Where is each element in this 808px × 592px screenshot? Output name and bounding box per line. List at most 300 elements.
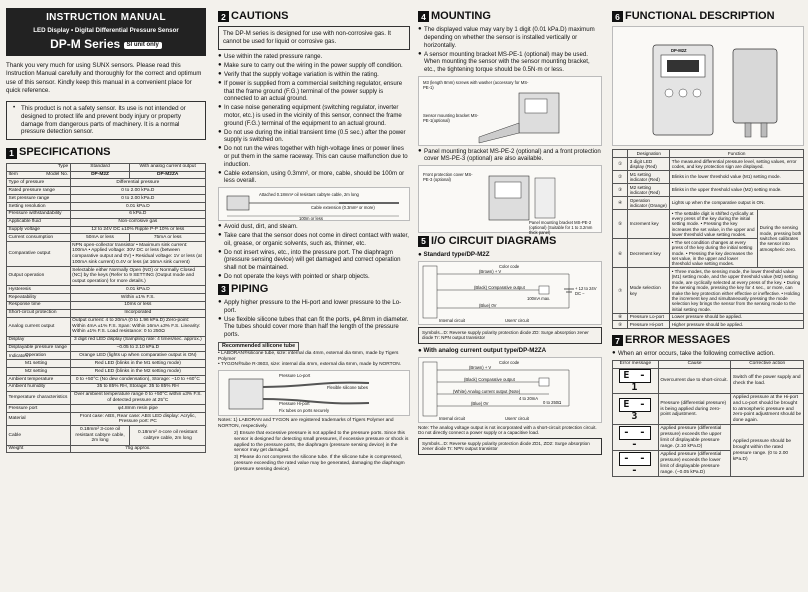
error-code-display: - - - — [619, 426, 651, 440]
function-designation: Increment key — [628, 210, 670, 239]
spec-value: −0.05 to 2.10 kPa.D — [70, 344, 205, 352]
recommended-tube-title: Recommended silicone tube — [218, 342, 299, 351]
spec-row — [7, 218, 206, 226]
spec-key: Ambient temperature — [7, 375, 71, 383]
spec-key: Comparative output — [7, 242, 71, 267]
spec-key: Pressure withstandability — [7, 210, 71, 218]
spec-key: M1 setting — [7, 360, 71, 368]
manual-banner — [6, 8, 206, 56]
spec-value-analog: 0.18mm² 4-core oil resistant cabtyre cable, 2m long — [130, 426, 206, 445]
vdc-label: + 12 to 24V DC − — [575, 285, 597, 296]
head-error-message: Error message — [613, 360, 659, 368]
lo-port-label: Pressure Lo-port — [279, 373, 311, 379]
analog-note: Note: The analog voltage output is not incorporated with a short-circuit protection circuit. Do not directly connect a power supply or a capacitive load. — [418, 424, 597, 436]
spec-row — [7, 267, 206, 286]
sensor-front-diagram — [613, 27, 805, 147]
spec-row — [7, 445, 206, 453]
cable-extension-figure — [218, 187, 410, 221]
function-description: The measured differential pressure level, setting values, error codes, and key protection sign are displayed. — [670, 158, 804, 171]
function-number: ⑤ — [613, 210, 628, 239]
cover-label: Front protection cover MS-PE-3 (optional) — [423, 171, 473, 182]
function-description: • The settable digit is shifted cyclically at every press of the key during the initial setting mode. • Pressing the key increases the set value, in the upper and lower threshold value setting modes. — [670, 210, 758, 239]
spec-value: Within ±1% F.S. — [70, 294, 205, 302]
piping-list — [218, 299, 410, 339]
spec-key: Supply voltage — [7, 226, 71, 234]
spec-value: 0.01 kPa.D — [70, 203, 205, 211]
function-number: ⑨ — [613, 321, 628, 329]
spec-row — [7, 203, 206, 211]
analog-circuit-title: ● With analog current output type/DP-M2ZA — [418, 346, 547, 354]
bullet-item — [218, 104, 410, 127]
banner-subtitle: LED Display • Digital Differential Pressure Sensor — [33, 27, 179, 35]
bullet-item — [218, 145, 410, 168]
error-table — [612, 360, 804, 478]
spec-row — [7, 375, 206, 383]
head-cause: Cause — [658, 360, 731, 368]
white-label: (White) Analog current output (Note) — [453, 388, 521, 394]
function-designation: 3 digit LED display (Red) — [628, 158, 670, 171]
blue-label-2: (Blue) 0V — [471, 400, 489, 406]
spec-value: 6 kPa.D — [70, 210, 205, 218]
function-description: Blinks in the lower threshold value (M1) setting mode. — [670, 171, 804, 184]
spec-key: Temperature characteristics — [7, 391, 71, 405]
errors-intro — [612, 350, 804, 358]
error-body — [613, 368, 804, 477]
spec-row — [7, 336, 206, 344]
spec-head-row-2 — [7, 171, 206, 179]
function-number: ⑥ — [613, 239, 628, 268]
error-code-display: E - 1 — [619, 369, 651, 383]
spec-row — [7, 301, 206, 309]
section-number: 6 — [612, 11, 623, 22]
spec-key: Indicators Operation — [7, 352, 71, 360]
error-row — [613, 425, 804, 451]
function-row — [613, 268, 804, 313]
spec-key: Weight — [7, 445, 71, 453]
brown-label-2: (Brown) + V — [469, 364, 492, 370]
bullet: ● — [218, 79, 222, 86]
bullet-item — [418, 26, 602, 49]
spec-value: φ4.8mm resin pipe — [70, 405, 205, 413]
function-designation: Decrement key — [628, 239, 670, 268]
function-row — [613, 210, 804, 239]
mounting-list — [418, 26, 602, 73]
type-label: Type — [57, 164, 69, 170]
bullet: ● — [418, 50, 422, 57]
bullet-item — [218, 223, 410, 231]
bullet-item — [218, 249, 410, 272]
spec-row — [7, 226, 206, 234]
bullet-text: Do not insert wires, etc., into the pressure port. The diaphragm (pressure sensing device) will get damaged and correct operation shall not be maintained. — [224, 248, 401, 271]
bullet-item — [218, 62, 410, 70]
bullet: ● — [418, 26, 422, 33]
blue-label: (Blue) 0V — [479, 302, 497, 308]
bullet-text: Use within the rated pressure range. — [224, 52, 323, 60]
function-designation: M1 setting indicator (Red) — [628, 171, 670, 184]
bullet-item — [218, 80, 410, 103]
bullet: ● — [218, 222, 222, 229]
function-number: ③ — [613, 184, 628, 197]
spec-value: Orange LED (lights up when comparative output is ON) — [70, 352, 205, 360]
bullet: ● — [418, 147, 422, 154]
panel-bracket-label: Panel mounting bracket MS-PE-2 (optional) (Suitable for 1 to 3.2mm thick panel) — [529, 219, 593, 236]
spec-row — [7, 317, 206, 336]
head-designation: Designation — [628, 150, 670, 158]
banner-title: INSTRUCTION MANUAL — [46, 12, 166, 23]
error-code-cell — [613, 425, 659, 451]
cautions-list-2 — [218, 223, 410, 281]
spec-value: 0.01 kPa.D — [70, 286, 205, 294]
error-code-cell — [613, 368, 659, 394]
bullet-item — [418, 51, 602, 74]
section-errors — [612, 334, 804, 347]
section-title: MOUNTING — [431, 10, 491, 22]
brown-label: (Brown) + V — [479, 268, 502, 274]
function-description: • Three modes, the sensing mode, the lower threshold value (M1) setting mode, and the upper threshold value (M2) setting mode, are cyclically selected at every press of the key. • During the sensing mode, pressing the key for 4 sec., or more, can make the key protection either effective or ineffective. • Holding the increment key and simultaneously pressing the mode selection key brings the sensor from the sensing mode to the initial setting mode. — [670, 268, 804, 313]
section-number: 5 — [418, 236, 429, 247]
cable-attached-label: Attached 0.18mm² oil resistant cabtyre cable, 2m long — [259, 191, 359, 197]
bullet-text: Avoid dust, dirt, and steam. — [224, 222, 298, 230]
users-circuit-label-2: Users' circuit — [505, 415, 529, 421]
function-row — [613, 184, 804, 197]
function-body — [613, 158, 804, 329]
spec-body — [7, 179, 206, 453]
bullet: ● — [218, 70, 222, 77]
head-type — [7, 163, 71, 171]
black-label: (Black) Comparative output — [474, 284, 525, 290]
spec-key: Pressure port — [7, 405, 71, 413]
section-specifications — [6, 146, 206, 159]
spec-value: 0 to +50°C (No dew condensation), Storage: −10 to +60°C — [70, 375, 205, 383]
bullet-item — [218, 71, 410, 79]
spec-row — [7, 234, 206, 242]
fix-tubes-label: Fix tubes on ports securely — [279, 408, 330, 414]
bullet-text: If power is supplied from a commercial switching regulator, ensure that the frame ground (F.G.) terminal of the power supply is connected to an actual ground. — [224, 79, 403, 103]
spec-key: Hysteresis — [7, 286, 71, 294]
error-cause: Pressure (differential pressure) is being applied during zero-point adjustment. — [658, 394, 731, 425]
errors-intro-text: When an error occurs, take the following corrective action. — [618, 350, 775, 358]
model-dp-m2za: DP-M2ZA — [130, 171, 206, 179]
spec-value: Front case: ABS, Rear case: ABS LED display: Acrylic, Pressure port: PC — [70, 412, 205, 426]
spec-key: Current consumption — [7, 234, 71, 242]
bullet: ● — [218, 128, 222, 135]
bullet-text: Do not operate the keys with pointed or sharp objects. — [224, 273, 370, 281]
function-row — [613, 313, 804, 321]
spec-value: Incorporated — [70, 309, 205, 317]
bullet-item — [218, 232, 410, 247]
spec-value: NPN open-collector transistor • Maximum sink current: 100mA • Applied voltage: 30V DC or less (between comparative output and 0V) • Residual voltage: 1V or less (at 100mA sink current) 0.4V or less (at 16mA sink current) — [70, 242, 205, 267]
error-cause: Applied pressure (differential pressure) exceeds the upper limit of displayable pressure range. (2.10 kPa.D) — [658, 425, 731, 451]
model-dp-m2z: DP-M2Z — [70, 171, 130, 179]
error-row — [613, 368, 804, 394]
bullet-text: Take care that the sensor does not come in direct contact with water, oil, grease, or organic solvents, such as, thinner, etc. — [224, 231, 409, 247]
spec-row — [7, 368, 206, 376]
sensor-front-figure — [612, 26, 804, 146]
spec-value: Non-corrosive gas — [70, 218, 205, 226]
bullet: ● — [218, 169, 222, 176]
section-title: PIPING — [231, 282, 269, 295]
spec-key: Setting resolution — [7, 203, 71, 211]
section-piping — [218, 283, 410, 296]
cautions-list — [218, 53, 410, 185]
color-code-label: Color code — [499, 263, 520, 269]
item-label: Item — [8, 172, 18, 178]
analog-circuit-title-text: With analog current output type/DP-M2ZA — [423, 346, 547, 354]
spec-row — [7, 242, 206, 267]
spec-row — [7, 391, 206, 405]
spec-value: Differential pressure — [70, 179, 205, 187]
analog-circuit-figure — [418, 357, 602, 423]
bullet-item — [218, 316, 410, 339]
flexible-tubes-label: Flexible silicone tubes — [327, 385, 368, 391]
section-title: FUNCTIONAL DESCRIPTION — [625, 10, 775, 22]
column-1 — [6, 8, 206, 453]
bullet: ● — [218, 145, 222, 152]
function-designation: Pressure Hi-port — [628, 321, 670, 329]
black-label-2: (Black) Comparative output — [464, 376, 515, 382]
spec-row — [7, 344, 206, 352]
std-circuit-title: ● Standard type/DP-M2Z — [418, 251, 490, 259]
spec-key: Set pressure range — [7, 195, 71, 203]
spec-key: Applicable fluid — [7, 218, 71, 226]
spec-key: Display — [7, 336, 71, 344]
spec-value: 12 to 24V DC ±10% Ripple P-P 10% or less — [70, 226, 205, 234]
spec-key: Cable — [7, 426, 71, 445]
bullet-item — [218, 53, 410, 61]
function-row — [613, 321, 804, 329]
cable-extension-label: Cable extension (0.3mm² or more) — [311, 204, 375, 210]
mounting-list-2 — [418, 148, 602, 163]
spec-key: Material — [7, 412, 71, 426]
spec-value: Over ambient temperature range 0 to +50°C within ±3% F.S. of detected pressure at 25°C — [70, 391, 205, 405]
error-head-row — [613, 360, 804, 368]
function-table — [612, 149, 804, 329]
intro-text: Thank you very much for using SUNX sensors. Please read this Instruction Manual carefully and thoroughly for the correct and optimum use of this sensor. Kindly keep this manual in a convenient place for quick reference. — [6, 62, 202, 94]
piping-note: Notes: 1) LABORAN and TYGON are registered trademarks of Tigers Polymer and NORTON, respectively. — [218, 418, 394, 430]
spec-value: Selectable either Normally Open (NO) or Normally Closed (NC) by the keys (Refer to 9 SETTING (Output mode and output operation) for more details.) — [70, 267, 205, 286]
section-functional — [612, 10, 804, 23]
spec-value: 0 to 2.00 kPa.D — [70, 195, 205, 203]
spec-row — [7, 426, 206, 445]
bullet: ● — [218, 231, 222, 238]
spec-row — [7, 383, 206, 391]
front-model-label: DP-M2Z — [671, 48, 687, 54]
indicators-label: Indicators — [9, 353, 29, 358]
internal-circuit-label-2: Internal circuit — [439, 415, 466, 421]
function-description: Lower pressure should be applied. — [670, 313, 804, 321]
bracket-label: Sensor mounting bracket MS-PE-1(optional) — [423, 112, 479, 123]
spec-value: Red LED (blinks in the M2 setting mode) — [70, 368, 205, 376]
spec-value: 10ms or less — [70, 301, 205, 309]
analog-symbols-box: Symbols...D: Reverse supply polarity protection diode ZD1, ZD2: Surge absorption zener diode Tr: NPN output transistor — [418, 438, 602, 455]
spec-head-row-1 — [7, 163, 206, 171]
spec-key: Rated pressure range — [7, 187, 71, 195]
spec-row — [7, 360, 206, 368]
users-circuit-label: Users' circuit — [505, 317, 529, 323]
error-action: Applied pressure at the Hi-port and Lo-port should be brought to atmospheric pressure and zero-point adjustment should be done again. — [731, 394, 804, 425]
section-cautions — [218, 10, 410, 23]
function-description: Lights up when the comparative output is ON. — [670, 197, 804, 210]
bullet-item — [218, 170, 410, 185]
cautions-box: The DP-M series is designed for use with non-corrosive gas. It cannot be used for liquid or corrosive gas. — [218, 26, 410, 49]
spec-key: Type of pressure — [7, 179, 71, 187]
model-label: Model No. — [46, 172, 69, 178]
spec-value-standard: 0.18mm² 3-core oil resistant cabtyre cable, 2m long — [70, 426, 130, 445]
recommended-tube-item: • LABORAN®silicone tube, size: internal dia 4mm, external dia 6mm, made by Tigers Polymer — [218, 350, 399, 362]
bullet-text: Make sure to carry out the wiring in the power supply off condition. — [224, 61, 403, 69]
section-number: 1 — [6, 148, 17, 159]
head-blank — [613, 150, 628, 158]
head-function: Function — [670, 150, 804, 158]
spec-row — [7, 187, 206, 195]
spec-key: M2 setting — [7, 368, 71, 376]
error-action: Applied pressure should be brought within the rated pressure range. (0 to 2.00 kPa.D) — [731, 425, 804, 477]
si-unit-badge: SI unit only — [124, 42, 162, 49]
error-code-display: E - 3 — [619, 398, 651, 412]
piping-figure — [218, 370, 410, 416]
column-2 — [218, 8, 410, 474]
function-row — [613, 158, 804, 171]
bullet-text: The displayed value may vary by 1 digit (0.01 kPa.D) maximum depending on whether the sensor is installed vertically or horizontally. — [424, 26, 595, 49]
spec-row — [7, 195, 206, 203]
function-head-row — [613, 150, 804, 158]
screws-label: M3 (length 8mm) screws with washer (accessory for MS-PE-1) — [423, 79, 529, 90]
piping-note: 2) Ensure that excessive pressure is not applied to the pressure ports. Since this sensor is designed for detecting small pressures, if excessive pressure or shock is applied to the pressure ports, the diaphragm (pressure sensing device) in the sensor may get damaged. — [234, 430, 409, 454]
column-4 — [612, 8, 804, 477]
piping-note: 3) Please do not compress the silicone tube. If the silicone tube is compressed, pressure exceeding the rated value may be generated, damaging the diaphragm (pressure sensing device). — [234, 455, 405, 472]
bullet-text: Do not run the wires together with high-voltage lines or power lines or put them in the same raceway. This can cause malfunction due to induction. — [224, 145, 408, 168]
bullet: ● — [218, 273, 222, 280]
safety-warning-box: • This product is not a safety sensor. Its use is not intended or designed to protect life and prevent body injury or property damage from dangerous parts of machinery. It is a normal pressure detection sensor. — [6, 101, 206, 141]
section-io — [418, 235, 602, 248]
function-number: ① — [613, 158, 628, 171]
function-description: Blinks in the upper threshold value (M2) setting mode. — [670, 184, 804, 197]
spec-key: Ambient humidity — [7, 383, 71, 391]
spec-row — [7, 412, 206, 426]
section-number: 3 — [218, 284, 229, 295]
banner-series — [9, 37, 203, 52]
section-mounting — [418, 10, 602, 23]
bullet: ● — [218, 299, 222, 306]
spec-key: Short-circuit protection — [7, 309, 71, 317]
spec-value: 75g approx. — [70, 445, 205, 453]
panel-figure — [418, 165, 602, 236]
function-description: Higher pressure should be applied. — [670, 321, 804, 329]
head-analog: With analog current output — [130, 163, 206, 171]
spec-value: 3 digit red LED display (Sampling rate: 4 times/sec. approx.) — [70, 336, 205, 344]
color-code-label-2: Color code — [499, 359, 520, 365]
function-number: ⑦ — [613, 268, 628, 313]
std-circuit-figure — [418, 261, 602, 325]
spec-row — [7, 179, 206, 187]
error-code-display: - - - — [619, 452, 651, 466]
function-designation: M2 setting indicator (Red) — [628, 184, 670, 197]
ohm-label: 0 to 250Ω — [543, 399, 562, 405]
spec-key: Analog current output — [7, 317, 71, 336]
section-number: 7 — [612, 335, 623, 346]
spec-row — [7, 309, 206, 317]
bullet: ● — [218, 61, 222, 68]
spec-key: Displayable pressure range — [7, 344, 71, 352]
section-number: 4 — [418, 11, 429, 22]
cable-length-label: 100m or less — [299, 215, 323, 221]
section-title: I/O CIRCUIT DIAGRAMS — [431, 234, 557, 247]
bullet-text: Use flexible silicone tubes that can fit the ports, φ4.8mm in diameter. The tubes should cover more than half the length of the pressure ports. — [224, 315, 409, 338]
function-number: ② — [613, 171, 628, 184]
zero-calibration-note: During the sensing mode, pressing both switches calibrates the sensor into atmospheric zero. — [758, 210, 804, 268]
bracket-figure — [418, 76, 602, 146]
error-code-cell — [613, 394, 659, 425]
spec-key: Response time — [7, 301, 71, 309]
spec-value: Red LED (blinks in the M1 setting mode) — [70, 360, 205, 368]
internal-circuit-label: Internal circuit — [439, 317, 466, 323]
error-row — [613, 394, 804, 425]
column-3 — [418, 8, 602, 455]
head-item-model — [7, 171, 71, 179]
function-designation: Mode selection key — [628, 268, 670, 313]
std-circuit-diagram — [419, 262, 601, 326]
std-symbols-box: Symbols...D: Reverse supply polarity protection diode ZD: Surge absorption zener diode Tr: NPN output transistor — [418, 327, 602, 344]
spec-value-analog: 75mA or less — [130, 234, 206, 242]
ma-label: 4 to 20mA — [519, 395, 539, 401]
bullet: ● — [218, 315, 222, 322]
section-title: ERROR MESSAGES — [625, 334, 731, 347]
bullet: ● — [612, 350, 616, 357]
spec-key: Output operation — [7, 267, 71, 286]
section-title: SPECIFICATIONS — [19, 146, 111, 159]
spec-key: Repeatability — [7, 294, 71, 302]
bullet: ● — [218, 104, 222, 111]
function-number: ⑧ — [613, 313, 628, 321]
bullet: ● — [218, 248, 222, 255]
bullet-item — [218, 129, 410, 144]
recommended-tube-list — [218, 351, 410, 369]
error-cause: Overcurrent due to short-circuit. — [658, 368, 731, 394]
series-name: DP-M Series — [50, 36, 121, 51]
recommended-tube-item: • TYGON®tube R-3603, size: internal dia 4mm, external dia 6mm, made by NORTON. — [218, 362, 402, 368]
error-cause: Applied pressure (differential pressure) exceeds the lower limit of displayable pressure range. (−0.05 kPa.D) — [658, 451, 731, 477]
spec-value: 35 to 85% RH, Storage: 35 to 85% RH — [70, 383, 205, 391]
function-designation: Pressure Lo-port — [628, 313, 670, 321]
bullet: ● — [218, 52, 222, 59]
bullet-text: In case noise generating equipment (switching regulator, inverter motor, etc.) is used in the vicinity of this sensor, connect the frame ground (F.G.) terminal of the equipment to an actual ground. — [224, 104, 402, 127]
function-designation: Operation indicator (Orange) — [628, 197, 670, 210]
function-row — [613, 171, 804, 184]
head-standard: Standard — [70, 163, 130, 171]
bullet-text: Cable extension, using 0.3mm², or more, cable, should be 100m or less overall. — [224, 169, 405, 185]
error-code-cell — [613, 451, 659, 477]
spec-value-standard: 50mA or less — [70, 234, 130, 242]
bullet-text: Apply higher pressure to the Hi-port and lower pressure to the Lo-port. — [224, 299, 402, 314]
spec-row — [7, 352, 206, 360]
bullet-text: Panel mounting bracket MS-PE-2 (optional) and a front protection cover MS-PE-3 (optional) are also available. — [424, 147, 601, 163]
spec-row — [7, 405, 206, 413]
section-number: 2 — [218, 11, 229, 22]
piping-notes — [218, 418, 410, 473]
bullet-item — [218, 299, 410, 314]
hi-port-label: Pressure Hi-port — [279, 401, 310, 407]
bullet-text: Verify that the supply voltage variation is within the rating. — [224, 70, 379, 78]
spec-value: Output current: 4 to 20mA (0 to 1.96 kPa.D) Zero-point: Within 4mA ±1% F.S. Span: Within 16mA ±3% F.S. Linearity: Within ±1% F.S. Load resistance: 0 to 250Ω — [70, 317, 205, 336]
bullet-item — [218, 273, 410, 281]
head-action: Corrective action — [731, 360, 804, 368]
max-current-label: 100mA max. — [527, 295, 551, 301]
std-circuit-title-text: Standard type/DP-M2Z — [423, 251, 490, 259]
bullet-text: A sensor mounting bracket MS-PE-1 (optional) may be used. When mounting the sensor with the sensor mounting bracket, etc., the tightening torque should be 0.5N·m or less. — [424, 50, 590, 73]
bullet-item — [418, 148, 602, 163]
bullet-text: Do not use during the initial transient time (0.5 sec.) after the power supply is switched on. — [224, 128, 406, 144]
section-title: CAUTIONS — [231, 10, 289, 22]
